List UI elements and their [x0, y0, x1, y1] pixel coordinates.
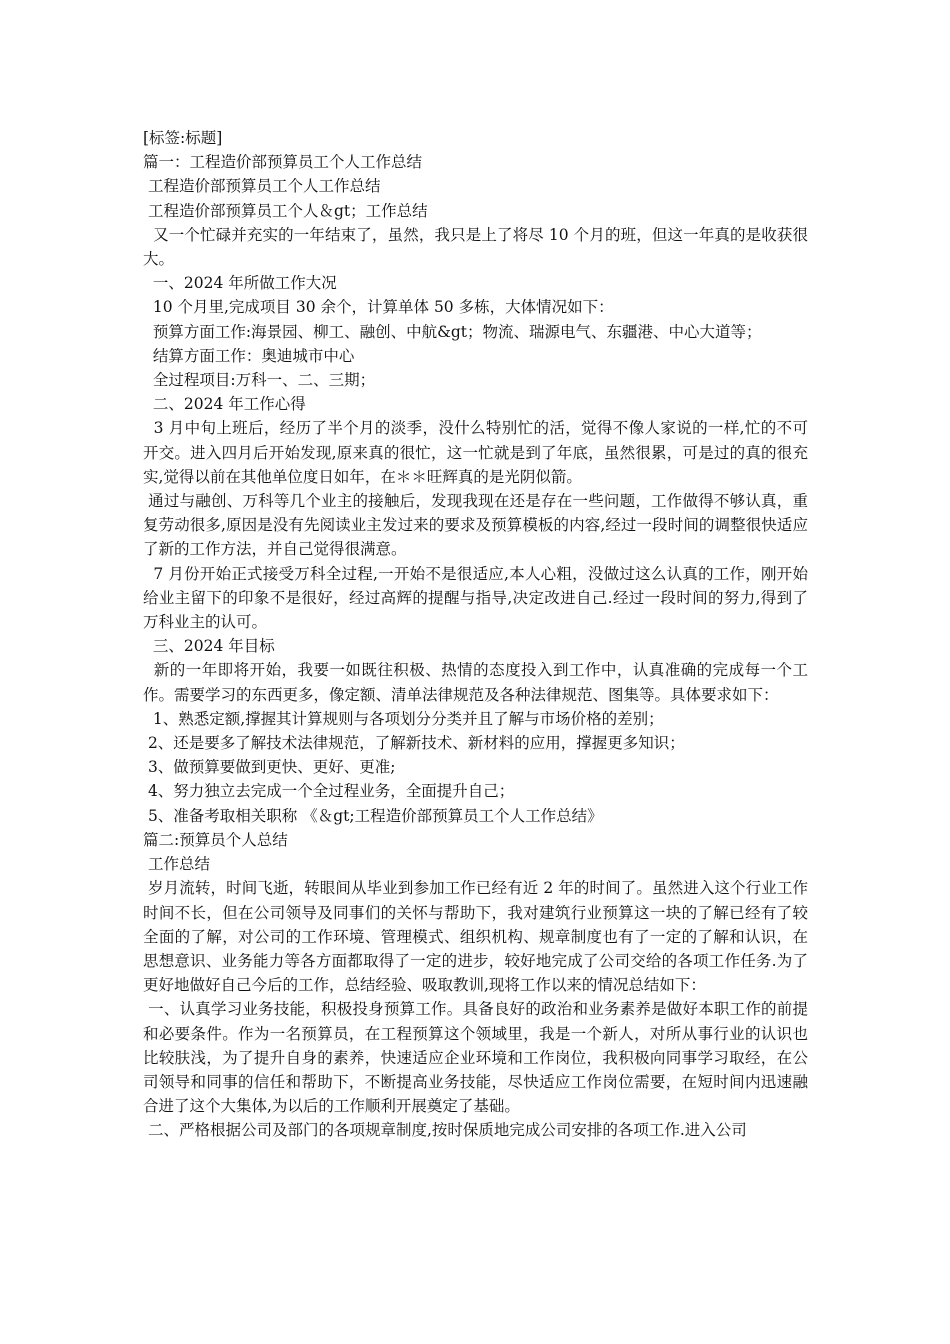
- paragraph: 二、严格根据公司及部门的各项规章制度,按时保质地完成公司安排的各项工作.进入公司: [143, 1121, 747, 1140]
- section-title-1: 篇一：工程造价部预算员工个人工作总结: [143, 153, 423, 172]
- subtitle-2: 工程造价部预算员工个人＆gt；工作总结: [143, 201, 428, 220]
- paragraph: 结算方面工作：奥迪城市中心: [143, 346, 355, 365]
- heading-2024-goals: 三、2024 年目标: [143, 637, 275, 656]
- paragraph: 全过程项目:万科一、二、三期；: [143, 371, 376, 390]
- heading-2024-work: 一、2024 年所做工作大况: [143, 274, 337, 293]
- list-item: 3、做预算要做到更快、更好、更准;: [143, 758, 396, 777]
- paragraph: 10 个月里,完成项目 30 余个，计算单体 50 多栋，大体情况如下：: [143, 298, 614, 317]
- tag-line: [标签:标题]: [143, 129, 223, 147]
- paragraph: 7 月份开始正式接受万科全过程,一开始不是很适应,本人心粗，没做过这么认真的工作，刚开始给业主留下的印象不是很好，经过高辉的提醒与指导,决定改进自己.经过一段时间的努力,得到了万科业主的认可。: [143, 564, 808, 632]
- document-body: [143, 126, 808, 1143]
- paragraph: 预算方面工作:海景园、柳工、融创、中航&gt；物流、瑞源电气、东疆港、中心大道等；: [143, 322, 762, 341]
- section-title-2: 篇二:预算员个人总结: [143, 830, 288, 849]
- list-item: 5、准备考取相关职称 《＆gt;工程造价部预算员工个人工作总结》: [143, 806, 603, 825]
- list-item: 2、还是要多了解技术法律规范，了解新技术、新材料的应用，撑握更多知识；: [143, 734, 685, 753]
- paragraph: 岁月流转，时间飞逝，转眼间从毕业到参加工作已经有近 2 年的时间了。虽然进入这个行业工作时间不长，但在公司领导及同事们的关怀与帮助下，我对建筑行业预算这一块的了解已经有了较全面的了解，对公司的工作环境、管理模式、组织机构、规章制度也有了一定的了解和认识，在思想意识、业务能力等各方面都取得了一定的进步，较好地完成了公司交给的各项工作任务.为了更好地做好自己今后的工作，总结经验、吸取教训,现将工作以来的情况总结如下：: [143, 879, 808, 995]
- heading-2024-insights: 二、2024 年工作心得: [143, 395, 306, 414]
- subtitle-1: 工程造价部预算员工个人工作总结: [143, 177, 381, 196]
- list-item: 1、熟悉定额,撑握其计算规则与各项划分分类并且了解与市场价格的差别；: [143, 709, 664, 728]
- list-item: 4、努力独立去完成一个全过程业务，全面提升自己；: [143, 782, 515, 801]
- paragraph: 新的一年即将开始，我要一如既往积极、热情的态度投入到工作中，认真准确的完成每一个工作。需要学习的东西更多，像定额、清单法律规范及各种法律规范、图集等。具体要求如下：: [143, 661, 808, 704]
- subtitle-3: 工作总结: [143, 855, 210, 874]
- paragraph: 通过与融创、万科等几个业主的接触后，发现我现在还是存在一些问题，工作做得不够认真，重复劳动很多,原因是没有先阅读业主发过来的要求及预算模板的内容,经过一段时间的调整很快适应了新的工作方法，并自己觉得很满意。: [143, 492, 808, 559]
- paragraph: 一、认真学习业务技能，积极投身预算工作。具备良好的政治和业务素养是做好本职工作的前提和必要条件。作为一名预算员，在工程预算这个领域里，我是一个新人，对所从事行业的认识也比较肤浅，为了提升自身的素养，快速适应企业环境和工作岗位，我积极向同事学习取经，在公司领导和同事的信任和帮助下，不断提高业务技能，尽快适应工作岗位需要，在短时间内迅速融合进了这个大集体,为以后的工作顺利开展奠定了基础。: [143, 1000, 808, 1116]
- paragraph: 3 月中旬上班后，经历了半个月的淡季，没什么特别忙的活，觉得不像人家说的一样,忙的不可开交。进入四月后开始发现,原来真的很忙，这一忙就是到了年底，虽然很累，可是过的真的很充实,觉得以前在其他单位度日如年，在＊＊旺辉真的是光阴似箭。: [143, 419, 809, 486]
- paragraph: 又一个忙碌并充实的一年结束了，虽然，我只是上了将尽 10 个月的班，但这一年真的是收获很大。: [143, 225, 808, 269]
